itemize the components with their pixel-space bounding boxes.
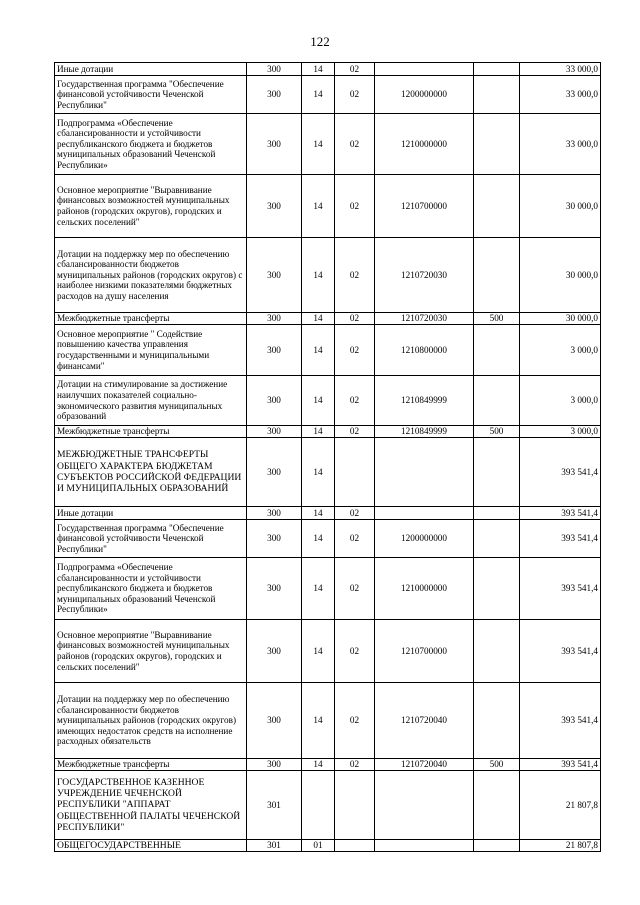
page-number: 122 <box>310 34 330 49</box>
cell-name: Государственная программа "Обеспечение финансовой устойчивости Чеченской Республики" <box>55 520 247 558</box>
cell-name: Межбюджетные трансферты <box>55 426 247 438</box>
cell-sum: 21 807,8 <box>520 771 601 840</box>
cell-rz: 14 <box>302 175 335 238</box>
cell-name: Государственная программа "Обеспечение финансовой устойчивости Чеченской Республики" <box>55 76 247 114</box>
cell-csr <box>375 507 474 520</box>
cell-rz <box>302 771 335 840</box>
cell-csr: 1210849999 <box>375 376 474 426</box>
cell-rz: 14 <box>302 620 335 683</box>
cell-vr <box>474 558 520 620</box>
cell-ved: 300 <box>247 313 302 325</box>
table-row <box>55 759 601 771</box>
cell-csr: 1210720040 <box>375 759 474 771</box>
cell-csr <box>375 438 474 507</box>
cell-name: Дотации на стимулирование за достижение наилучших показателей социально-экономического развития муниципальных образований <box>55 376 247 426</box>
cell-sum: 393 541,4 <box>520 507 601 520</box>
cell-name: Дотации на поддержку мер по обеспечению сбалансированности бюджетов муниципальных районов (городских округов) с наиболее низкими показателями бюджетных расходов на душу населения <box>55 238 247 313</box>
cell-vr <box>474 175 520 238</box>
cell-vr <box>474 620 520 683</box>
table-row <box>55 114 601 175</box>
cell-ved: 301 <box>247 771 302 840</box>
cell-vr <box>474 63 520 76</box>
table-row <box>55 840 601 852</box>
cell-name: ОБЩЕГОСУДАРСТВЕННЫЕ <box>55 840 247 852</box>
cell-pr: 02 <box>335 507 375 520</box>
cell-sum: 30 000,0 <box>520 313 601 325</box>
cell-rz: 01 <box>302 840 335 852</box>
cell-sum: 393 541,4 <box>520 558 601 620</box>
cell-csr: 1210720040 <box>375 683 474 759</box>
cell-sum: 33 000,0 <box>520 114 601 175</box>
table-row <box>55 76 601 114</box>
cell-ved: 300 <box>247 507 302 520</box>
cell-sum: 3 000,0 <box>520 325 601 376</box>
cell-rz: 14 <box>302 683 335 759</box>
cell-ved: 300 <box>247 376 302 426</box>
cell-csr <box>375 840 474 852</box>
table-row <box>55 313 601 325</box>
table-row <box>55 238 601 313</box>
cell-ved: 300 <box>247 438 302 507</box>
cell-pr: 02 <box>335 683 375 759</box>
cell-name: Межбюджетные трансферты <box>55 759 247 771</box>
cell-rz: 14 <box>302 507 335 520</box>
cell-sum: 393 541,4 <box>520 759 601 771</box>
cell-sum: 33 000,0 <box>520 63 601 76</box>
cell-csr: 1210000000 <box>375 558 474 620</box>
table-row <box>55 771 601 840</box>
cell-name: МЕЖБЮДЖЕТНЫЕ ТРАНСФЕРТЫ ОБЩЕГО ХАРАКТЕРА БЮДЖЕТАМ СУБЪЕКТОВ РОССИЙСКОЙ ФЕДЕРАЦИИ И МУНИЦИПАЛЬНЫХ ОБРАЗОВАНИЙ <box>55 438 247 507</box>
cell-name: Основное мероприятие "Выравнивание финансовых возможностей муниципальных районов (городских округов), городских и сельских поселений" <box>55 620 247 683</box>
cell-pr: 02 <box>335 426 375 438</box>
cell-ved: 300 <box>247 63 302 76</box>
cell-rz: 14 <box>302 313 335 325</box>
cell-pr: 02 <box>335 63 375 76</box>
cell-rz: 14 <box>302 63 335 76</box>
cell-sum: 3 000,0 <box>520 426 601 438</box>
cell-pr <box>335 771 375 840</box>
cell-pr: 02 <box>335 759 375 771</box>
cell-vr <box>474 325 520 376</box>
table-row <box>55 426 601 438</box>
cell-sum: 3 000,0 <box>520 376 601 426</box>
cell-csr: 1210720030 <box>375 313 474 325</box>
cell-sum: 393 541,4 <box>520 438 601 507</box>
cell-name: Межбюджетные трансферты <box>55 313 247 325</box>
cell-csr: 1210700000 <box>375 175 474 238</box>
cell-name: Иные дотации <box>55 507 247 520</box>
cell-rz: 14 <box>302 520 335 558</box>
cell-pr: 02 <box>335 313 375 325</box>
cell-name: Подпрограмма «Обеспечение сбалансированности и устойчивости республиканского бюджета и бюджетов муниципальных образований Чеченской Республики» <box>55 114 247 175</box>
table-row <box>55 376 601 426</box>
cell-pr: 02 <box>335 325 375 376</box>
cell-pr: 02 <box>335 520 375 558</box>
cell-csr <box>375 63 474 76</box>
cell-pr: 02 <box>335 114 375 175</box>
cell-csr: 1210700000 <box>375 620 474 683</box>
cell-csr: 1210849999 <box>375 426 474 438</box>
cell-rz: 14 <box>302 114 335 175</box>
cell-name: Основное мероприятие "Выравнивание финансовых возможностей муниципальных районов (городских округов), городских и сельских поселений" <box>55 175 247 238</box>
cell-sum: 21 807,8 <box>520 840 601 852</box>
cell-rz: 14 <box>302 759 335 771</box>
cell-rz: 14 <box>302 76 335 114</box>
cell-vr <box>474 520 520 558</box>
cell-sum: 30 000,0 <box>520 238 601 313</box>
cell-sum: 393 541,4 <box>520 520 601 558</box>
cell-csr: 1200000000 <box>375 520 474 558</box>
cell-ved: 300 <box>247 238 302 313</box>
cell-vr <box>474 438 520 507</box>
table-row <box>55 520 601 558</box>
budget-table <box>54 62 601 852</box>
cell-vr <box>474 376 520 426</box>
cell-pr: 02 <box>335 558 375 620</box>
cell-ved: 300 <box>247 683 302 759</box>
cell-ved: 300 <box>247 558 302 620</box>
table-row <box>55 325 601 376</box>
cell-vr <box>474 840 520 852</box>
cell-vr <box>474 238 520 313</box>
cell-pr: 02 <box>335 238 375 313</box>
cell-csr: 1210800000 <box>375 325 474 376</box>
cell-vr: 500 <box>474 759 520 771</box>
cell-vr <box>474 114 520 175</box>
table-row <box>55 683 601 759</box>
cell-ved: 300 <box>247 325 302 376</box>
cell-pr: 02 <box>335 175 375 238</box>
table-row <box>55 63 601 76</box>
cell-vr <box>474 76 520 114</box>
cell-rz: 14 <box>302 376 335 426</box>
cell-sum: 393 541,4 <box>520 620 601 683</box>
cell-ved: 300 <box>247 76 302 114</box>
cell-sum: 33 000,0 <box>520 76 601 114</box>
cell-rz: 14 <box>302 558 335 620</box>
cell-csr: 1210000000 <box>375 114 474 175</box>
cell-csr: 1210720030 <box>375 238 474 313</box>
cell-ved: 300 <box>247 175 302 238</box>
cell-csr: 1200000000 <box>375 76 474 114</box>
cell-vr <box>474 771 520 840</box>
cell-name: Дотации на поддержку мер по обеспечению сбалансированности бюджетов муниципальных районов (городских округов) имеющих недостаток средств на исполнение расходных обязательств <box>55 683 247 759</box>
cell-ved: 300 <box>247 759 302 771</box>
table-row <box>55 507 601 520</box>
cell-sum: 30 000,0 <box>520 175 601 238</box>
cell-vr: 500 <box>474 426 520 438</box>
cell-rz: 14 <box>302 325 335 376</box>
cell-rz: 14 <box>302 426 335 438</box>
cell-vr: 500 <box>474 313 520 325</box>
cell-name: Основное мероприятие " Содействие повышению качества управления государственными и муниципальными финансами" <box>55 325 247 376</box>
cell-ved: 300 <box>247 620 302 683</box>
cell-vr <box>474 507 520 520</box>
cell-name: Иные дотации <box>55 63 247 76</box>
cell-sum: 393 541,4 <box>520 683 601 759</box>
cell-pr: 02 <box>335 376 375 426</box>
cell-pr: 02 <box>335 620 375 683</box>
cell-ved: 300 <box>247 520 302 558</box>
cell-vr <box>474 683 520 759</box>
cell-pr: 02 <box>335 76 375 114</box>
table-row <box>55 175 601 238</box>
cell-name: ГОСУДАРСТВЕННОЕ КАЗЕННОЕ УЧРЕЖДЕНИЕ ЧЕЧЕНСКОЙ РЕСПУБЛИКИ "АППАРАТ ОБЩЕСТВЕННОЙ ПАЛАТЫ ЧЕЧЕНСКОЙ РЕСПУБЛИКИ" <box>55 771 247 840</box>
table-row <box>55 558 601 620</box>
cell-rz: 14 <box>302 438 335 507</box>
cell-name: Подпрограмма «Обеспечение сбалансированности и устойчивости республиканского бюджета и бюджетов муниципальных образований Чеченской Республики» <box>55 558 247 620</box>
cell-pr <box>335 438 375 507</box>
cell-pr <box>335 840 375 852</box>
cell-csr <box>375 771 474 840</box>
cell-ved: 301 <box>247 840 302 852</box>
cell-ved: 300 <box>247 114 302 175</box>
table-row <box>55 620 601 683</box>
cell-ved: 300 <box>247 426 302 438</box>
cell-rz: 14 <box>302 238 335 313</box>
table-row <box>55 438 601 507</box>
